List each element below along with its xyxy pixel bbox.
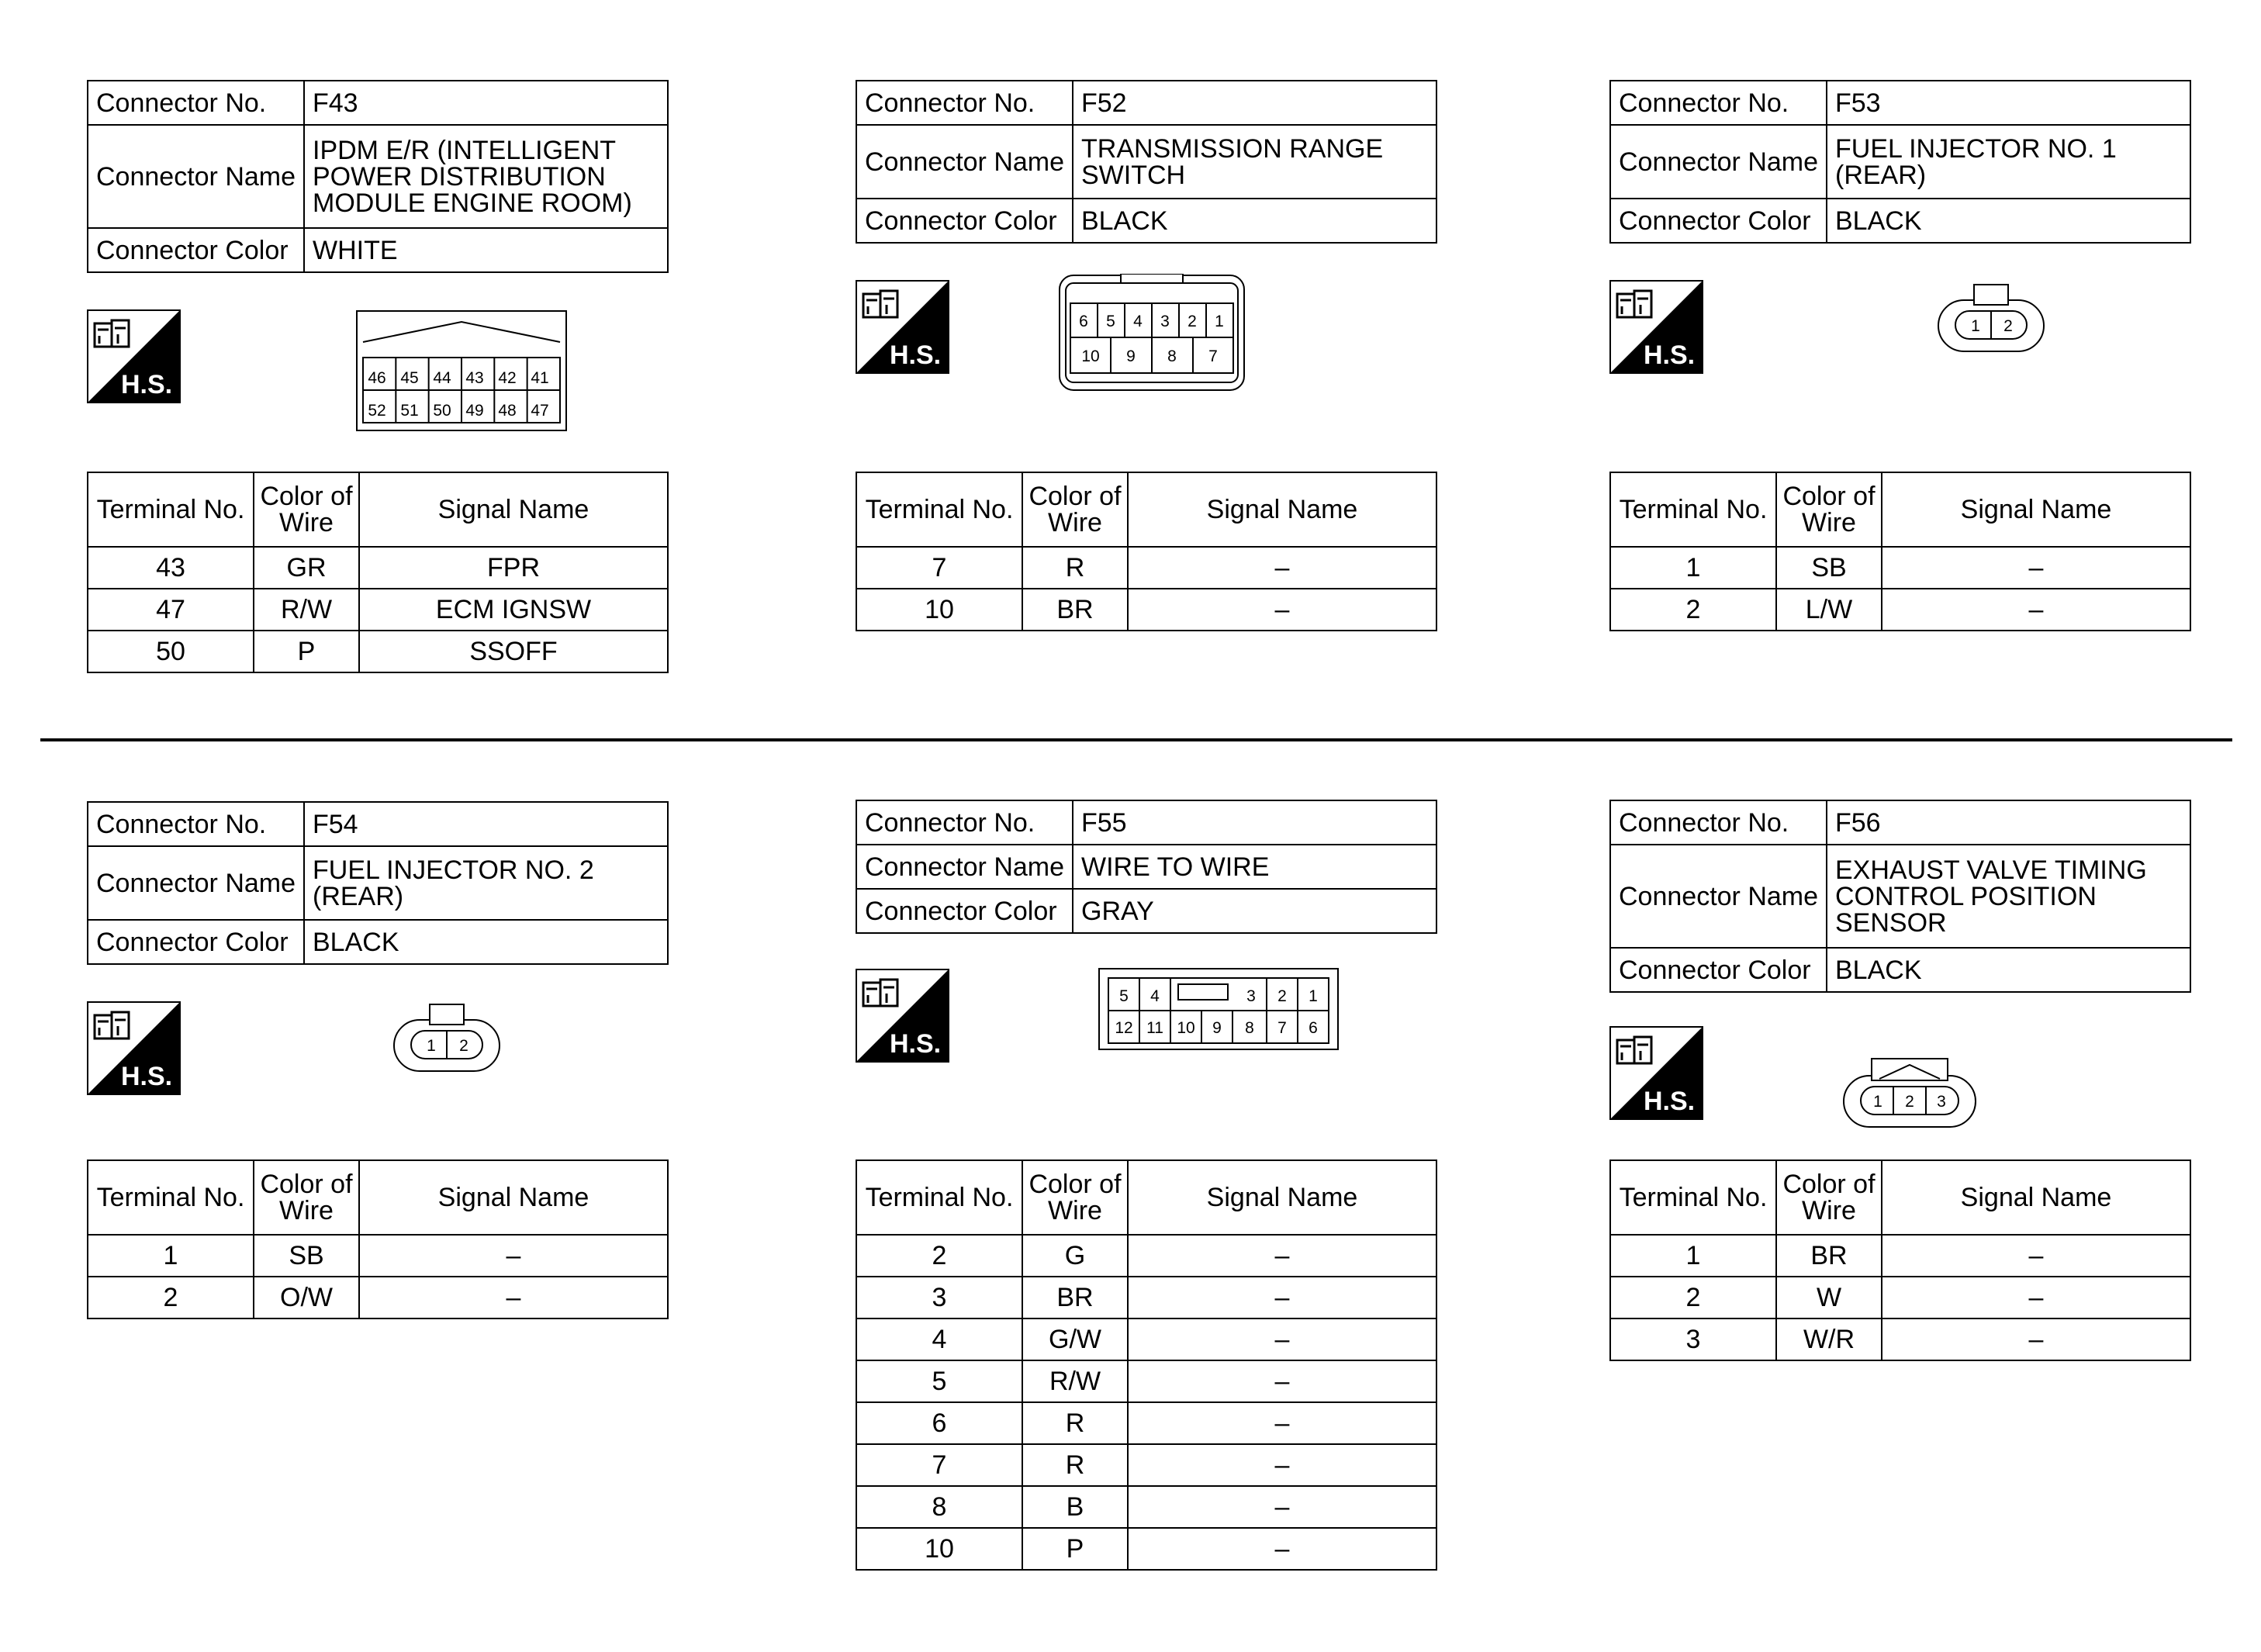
signal-cell: – [1128,1402,1436,1444]
signal-name-header: Signal Name [1128,472,1436,547]
pin-label: 8 [1245,1019,1254,1037]
connector-face-f52 [1058,274,1246,392]
pin-label: 2 [1905,1093,1914,1111]
hs-label: H.S. [121,1062,173,1091]
header-line: Color of [1782,482,1876,511]
terminal-table [856,1160,1437,1571]
pin-label: 11 [1146,1019,1163,1037]
connector-color-label: Connector Color [856,889,1073,933]
connector-name-value: WIRE TO WIRE [1073,845,1436,889]
connector-no-label: Connector No. [856,800,1073,845]
color-of-wire-header [254,1160,359,1235]
wire-color-cell: BR [1776,1235,1882,1277]
signal-cell: – [1882,1318,2190,1360]
connector-name-value: IPDM E/R (INTELLIGENT POWER DISTRIBUTION MODULE ENGINE ROOM) [304,125,668,228]
connector-info-table [87,80,669,273]
pin-label: 5 [1106,313,1115,330]
signal-name-header: Signal Name [359,472,668,547]
connector-color-label: Connector Color [1610,199,1827,243]
hs-label: H.S. [890,340,942,370]
header-line: Color of [1029,1170,1122,1199]
harness-side-icon [1609,280,1703,374]
pin-label: 1 [1309,987,1318,1005]
connector-color-value: BLACK [1827,948,2190,992]
table-row [88,547,668,589]
terminal-cell: 10 [856,1528,1022,1570]
table-row [856,1402,1436,1444]
terminal-no-header: Terminal No. [1610,1160,1776,1235]
section-divider [40,738,2232,741]
pin-label: 10 [1177,1019,1195,1037]
connector-name-label: Connector Name [1610,125,1827,199]
table-row [1610,1277,2190,1318]
connector-info-table [87,801,669,965]
harness-side-icon [856,280,949,374]
hs-label: H.S. [121,370,173,399]
terminal-table [1609,1160,2191,1361]
pin-label: 4 [1150,987,1160,1005]
wire-color-cell: G/W [1022,1318,1128,1360]
wire-color-cell: R/W [1022,1360,1128,1402]
terminal-cell: 2 [856,1235,1022,1277]
connector-no-value: F55 [1073,800,1436,845]
table-row [856,1360,1436,1402]
header-line: Wire [279,508,334,537]
color-of-wire-header [1776,1160,1882,1235]
terminal-cell: 3 [1610,1318,1776,1360]
pin-label: 9 [1212,1019,1222,1037]
connector-no-value: F54 [304,802,668,846]
connector-no-label: Connector No. [88,81,304,125]
wire-color-cell: R/W [254,589,359,631]
connector-color-label: Connector Color [88,228,304,272]
table-row [856,1318,1436,1360]
wire-color-cell: R [1022,547,1128,589]
color-of-wire-header [254,472,359,547]
signal-name-header: Signal Name [1882,1160,2190,1235]
table-row [88,631,668,672]
signal-cell: – [359,1235,668,1277]
connector-no-value: F56 [1827,800,2190,845]
harness-side-icon [87,309,181,403]
signal-cell: – [1128,1277,1436,1318]
terminal-no-header: Terminal No. [88,1160,254,1235]
signal-name-header: Signal Name [1882,472,2190,547]
pin-label: 50 [433,402,451,420]
header-line: Color of [1029,482,1122,511]
terminal-no-header: Terminal No. [88,472,254,547]
connector-info-table [1609,80,2191,244]
terminal-table [87,472,669,673]
connector-no-value: F52 [1073,81,1436,125]
table-row [88,1235,668,1277]
signal-cell: FPR [359,547,668,589]
connector-color-label: Connector Color [856,199,1073,243]
pin-label: 1 [1215,313,1224,330]
pin-label: 41 [531,369,549,387]
table-row [1610,1318,2190,1360]
color-of-wire-header [1776,472,1882,547]
connector-no-value: F43 [304,81,668,125]
signal-cell: – [1128,547,1436,589]
pin-label: 45 [400,369,419,387]
header-line: Color of [260,1170,353,1199]
pin-label: 42 [498,369,517,387]
signal-cell: – [1128,1318,1436,1360]
connector-no-label: Connector No. [1610,800,1827,845]
signal-cell: – [1882,1277,2190,1318]
signal-cell: – [1128,1444,1436,1486]
connector-face-f43 [355,309,568,434]
pin-label: 44 [433,369,451,387]
pin-label: 7 [1208,347,1218,365]
table-row [1610,589,2190,631]
wire-color-cell: R [1022,1444,1128,1486]
pin-label: 8 [1167,347,1177,365]
signal-cell: – [1128,1486,1436,1528]
connector-color-value: GRAY [1073,889,1436,933]
pin-label: 51 [400,402,419,420]
color-of-wire-header [1022,472,1128,547]
harness-side-icon [1609,1026,1703,1120]
terminal-cell: 4 [856,1318,1022,1360]
wire-color-cell: SB [254,1235,359,1277]
terminal-cell: 2 [1610,589,1776,631]
connector-name-value: FUEL INJECTOR NO. 2 (REAR) [304,846,668,920]
wire-color-cell: R [1022,1402,1128,1444]
header-line: Color of [1782,1170,1876,1199]
table-row [88,589,668,631]
hs-label: H.S. [1644,340,1696,370]
pin-label: 49 [465,402,484,420]
terminal-cell: 2 [88,1277,254,1318]
connector-no-value: F53 [1827,81,2190,125]
pin-label: 3 [1246,987,1256,1005]
terminal-cell: 10 [856,589,1022,631]
connector-info-table [1609,800,2191,993]
pin-label: 2 [459,1037,468,1055]
connector-no-label: Connector No. [1610,81,1827,125]
signal-cell: – [1882,589,2190,631]
table-row [856,547,1436,589]
terminal-cell: 6 [856,1402,1022,1444]
terminal-cell: 5 [856,1360,1022,1402]
signal-cell: – [1128,589,1436,631]
pin-label: 7 [1277,1019,1287,1037]
pin-label: 10 [1081,347,1100,365]
connector-face-f56 [1842,1056,1977,1130]
connector-no-label: Connector No. [856,81,1073,125]
pin-label: 47 [531,402,549,420]
pin-label: 1 [1971,317,1980,335]
table-row [856,589,1436,631]
connector-face-f54 [392,1001,501,1074]
terminal-cell: 2 [1610,1277,1776,1318]
signal-cell: – [1128,1528,1436,1570]
header-line: Wire [1048,1196,1102,1225]
wire-color-cell: BR [1022,1277,1128,1318]
header-line: Wire [1048,508,1102,537]
connector-color-value: BLACK [304,920,668,964]
hs-label: H.S. [1644,1087,1696,1116]
terminal-cell: 1 [1610,1235,1776,1277]
pin-label: 1 [427,1037,436,1055]
terminal-no-header: Terminal No. [856,472,1022,547]
terminal-cell: 1 [88,1235,254,1277]
pin-label: 6 [1309,1019,1318,1037]
pin-label: 52 [368,402,386,420]
signal-cell: SSOFF [359,631,668,672]
connector-info-table [856,80,1437,244]
wire-color-cell: O/W [254,1277,359,1318]
pin-label: 48 [498,402,517,420]
pin-label: 9 [1126,347,1136,365]
table-row [1610,1235,2190,1277]
pin-label: 2 [2003,317,2013,335]
connector-name-label: Connector Name [88,846,304,920]
table-row [856,1444,1436,1486]
header-line: Wire [1802,1196,1856,1225]
wire-color-cell: B [1022,1486,1128,1528]
header-line: Wire [279,1196,334,1225]
pin-label: 2 [1277,987,1287,1005]
wire-color-cell: G [1022,1235,1128,1277]
connector-name-value: FUEL INJECTOR NO. 1 (REAR) [1827,125,2190,199]
terminal-cell: 50 [88,631,254,672]
connector-color-value: BLACK [1073,199,1436,243]
pin-label: 3 [1937,1093,1946,1111]
terminal-cell: 8 [856,1486,1022,1528]
table-row [856,1235,1436,1277]
signal-cell: – [1882,1235,2190,1277]
connector-color-label: Connector Color [1610,948,1827,992]
connector-name-label: Connector Name [856,125,1073,199]
harness-side-icon [87,1001,181,1095]
signal-name-header: Signal Name [1128,1160,1436,1235]
terminal-cell: 1 [1610,547,1776,589]
connector-name-value: TRANSMISSION RANGE SWITCH [1073,125,1436,199]
connector-name-label: Connector Name [856,845,1073,889]
table-row [856,1528,1436,1570]
pin-label: 6 [1079,313,1088,330]
signal-cell: – [359,1277,668,1318]
terminal-table [87,1160,669,1319]
signal-cell: – [1128,1360,1436,1402]
terminal-cell: 7 [856,1444,1022,1486]
connector-name-label: Connector Name [88,125,304,228]
wire-color-cell: SB [1776,547,1882,589]
wire-color-cell: BR [1022,589,1128,631]
pin-label: 2 [1188,313,1197,330]
pin-label: 1 [1873,1093,1882,1111]
terminal-cell: 7 [856,547,1022,589]
header-line: Wire [1802,508,1856,537]
color-of-wire-header [1022,1160,1128,1235]
wire-color-cell: W/R [1776,1318,1882,1360]
terminal-table [856,472,1437,631]
table-row [1610,547,2190,589]
pin-label: 3 [1160,313,1170,330]
connector-color-value: WHITE [304,228,668,272]
terminal-cell: 3 [856,1277,1022,1318]
pin-label: 4 [1133,313,1143,330]
connector-face-f53 [1937,282,2045,354]
wire-color-cell: P [254,631,359,672]
pin-label: 5 [1119,987,1129,1005]
terminal-cell: 43 [88,547,254,589]
table-row [856,1486,1436,1528]
wire-color-cell: GR [254,547,359,589]
terminal-no-header: Terminal No. [1610,472,1776,547]
pin-label: 46 [368,369,386,387]
connector-color-value: BLACK [1827,199,2190,243]
terminal-no-header: Terminal No. [856,1160,1022,1235]
signal-cell: – [1128,1235,1436,1277]
hs-label: H.S. [890,1029,942,1059]
wire-color-cell: P [1022,1528,1128,1570]
connector-info-table [856,800,1437,934]
signal-name-header: Signal Name [359,1160,668,1235]
pin-label: 12 [1115,1019,1133,1037]
connector-color-label: Connector Color [88,920,304,964]
wire-color-cell: W [1776,1277,1882,1318]
signal-cell: ECM IGNSW [359,589,668,631]
pin-label: 43 [465,369,484,387]
connector-name-value: EXHAUST VALVE TIMING CONTROL POSITION SENSOR [1827,845,2190,948]
wire-color-cell: L/W [1776,589,1882,631]
table-row [88,1277,668,1318]
signal-cell: – [1882,547,2190,589]
connector-name-label: Connector Name [1610,845,1827,948]
harness-side-icon [856,969,949,1063]
connector-no-label: Connector No. [88,802,304,846]
header-line: Color of [260,482,353,511]
terminal-cell: 47 [88,589,254,631]
connector-face-f55 [1098,967,1340,1052]
table-row [856,1277,1436,1318]
terminal-table [1609,472,2191,631]
